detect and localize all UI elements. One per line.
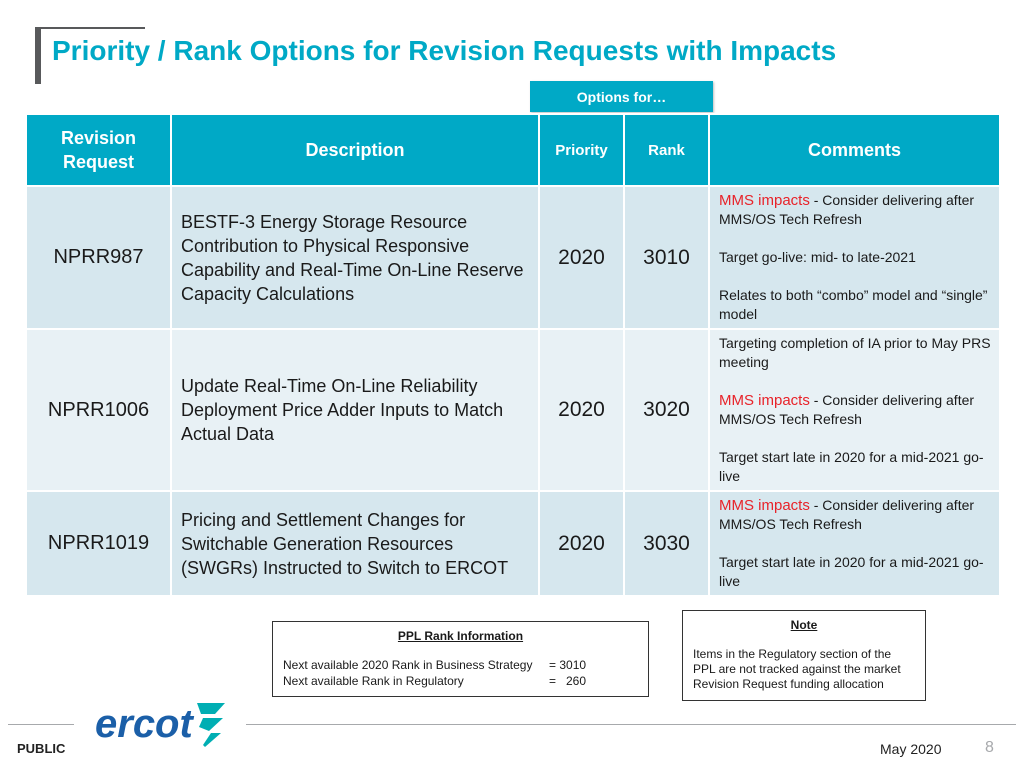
ppl-row-value: = 260 (549, 674, 587, 688)
ppl-rank-info-box (272, 621, 649, 697)
table-row (26, 186, 1000, 329)
priority-value: 2020 (539, 491, 624, 596)
mms-impacts-detail: - Consider delivering after MMS/OS Tech Refresh (719, 497, 975, 532)
footer-divider-left (8, 724, 74, 725)
table-row (26, 329, 1000, 491)
revision-description: BESTF-3 Energy Storage Resource Contribution to Physical Responsive Capability and Real-Time On-Line Reserve Capacity Calculations (171, 186, 539, 329)
classification-label: PUBLIC (17, 741, 66, 756)
comment-ia-target: Targeting completion of IA prior to May PRS meeting (719, 335, 991, 370)
table-header-row (26, 114, 1000, 186)
ppl-row-regulatory (283, 673, 638, 689)
ercot-logo-text: ercot (95, 702, 193, 746)
options-for-tab: Options for… (530, 81, 713, 112)
comment-mms-impacts (719, 191, 995, 229)
revision-request-id: NPRR1006 (26, 329, 171, 491)
table-row (26, 491, 1000, 596)
mms-impacts-label: MMS impacts (719, 192, 810, 209)
revision-request-id: NPRR1019 (26, 491, 171, 596)
ppl-row-business-strategy (283, 657, 638, 673)
revision-description: Pricing and Settlement Changes for Switchable Generation Resources (SWGRs) Instructed to Switch to ERCOT (171, 491, 539, 596)
note-text: Items in the Regulatory section of the PPL are not tracked against the market Revision Request funding allocation (693, 647, 901, 691)
ercot-logo (93, 697, 228, 749)
footer-date: May 2020 (880, 741, 942, 757)
comment-target: Target go-live: mid- to late-2021 (719, 249, 916, 265)
note-title: Note (790, 618, 818, 632)
mms-impacts-label: MMS impacts (719, 497, 810, 514)
comment-mms-impacts (719, 496, 995, 534)
rank-value: 3030 (624, 491, 709, 596)
mms-impacts-label: MMS impacts (719, 392, 810, 409)
rank-value: 3020 (624, 329, 709, 491)
comments-cell (709, 491, 1000, 596)
note-box (682, 610, 926, 701)
comment-mms-impacts (719, 391, 995, 429)
revision-request-table (25, 113, 1001, 597)
comment-target: Target start late in 2020 for a mid-2021 go-live (719, 554, 984, 589)
header-comments: Comments (709, 114, 1000, 186)
page-number: 8 (985, 739, 994, 756)
comment-target: Target start late in 2020 for a mid-2021 go-live (719, 449, 984, 484)
priority-value: 2020 (539, 329, 624, 491)
ppl-rank-info-title: PPL Rank Information (397, 629, 524, 643)
mms-impacts-detail: - Consider delivering after MMS/OS Tech Refresh (719, 192, 975, 227)
revision-description: Update Real-Time On-Line Reliability Deployment Price Adder Inputs to Match Actual Data (171, 329, 539, 491)
title-accent-bar (35, 27, 41, 84)
mms-impacts-detail: - Consider delivering after MMS/OS Tech Refresh (719, 392, 975, 427)
header-rank: Rank (624, 114, 709, 186)
comments-cell (709, 329, 1000, 491)
comment-relates: Relates to both “combo” model and “single” model (719, 287, 988, 322)
header-priority: Priority (539, 114, 624, 186)
ercot-bolt-logo-icon (197, 703, 225, 747)
footer-divider-right (246, 724, 1016, 725)
title-accent-line (35, 27, 145, 29)
priority-value: 2020 (539, 186, 624, 329)
ppl-row-label: Next available 2020 Rank in Business Strategy (283, 658, 533, 672)
header-revision-request: Revision Request (26, 114, 171, 186)
ppl-row-value: = 3010 (549, 658, 587, 672)
comments-cell (709, 186, 1000, 329)
rank-value: 3010 (624, 186, 709, 329)
ppl-row-label: Next available Rank in Regulatory (283, 674, 464, 688)
header-description: Description (171, 114, 539, 186)
slide-title: Priority / Rank Options for Revision Requests with Impacts (52, 35, 837, 66)
revision-request-id: NPRR987 (26, 186, 171, 329)
